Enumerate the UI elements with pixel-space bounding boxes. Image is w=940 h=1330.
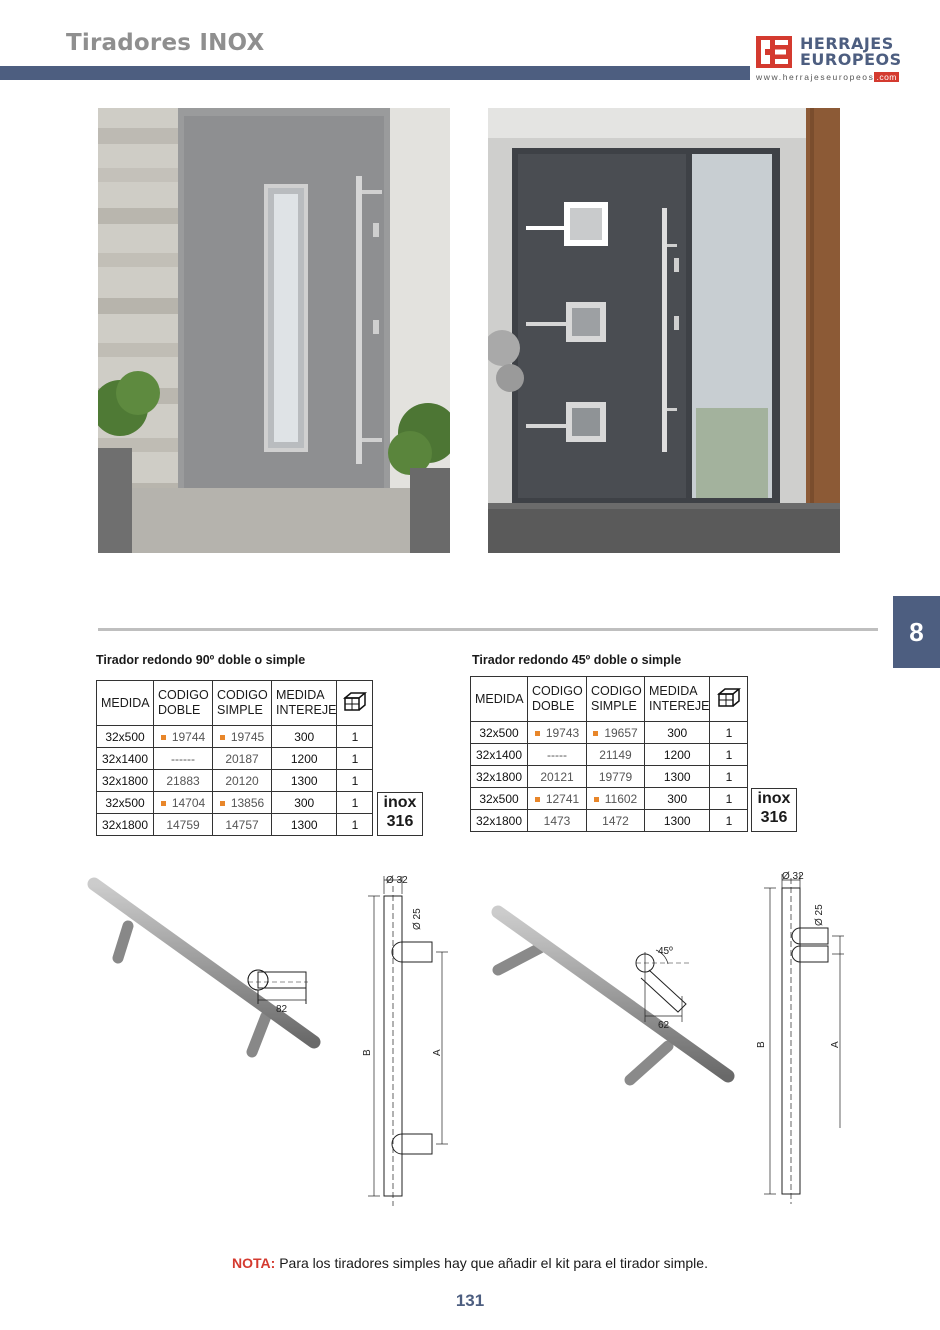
handle-45-render bbox=[498, 912, 728, 1080]
cell-codigo-simple bbox=[213, 792, 272, 814]
cell-medida-text: 32x1800 bbox=[101, 817, 149, 832]
cell-medida-text: 32x500 bbox=[479, 725, 519, 740]
cell-medida-text: 32x1800 bbox=[475, 813, 523, 828]
package-icon bbox=[717, 686, 741, 708]
note-text: Para los tiradores simples hay que añadir el kit para el tirador simple. bbox=[275, 1255, 708, 1271]
cell-codigo-doble-text: 1473 bbox=[543, 813, 571, 828]
col-header-codigo-doble: CODIGO DOBLE bbox=[154, 681, 213, 726]
dim-diameter-32-45: Ø 32 bbox=[782, 871, 804, 882]
table-row bbox=[97, 770, 373, 792]
cell-codigo-doble bbox=[528, 722, 587, 744]
cell-medida-intereje bbox=[272, 726, 337, 748]
cell-codigo-simple-text: 1472 bbox=[602, 813, 629, 828]
brand-logo-icon bbox=[756, 36, 792, 68]
cell-qty-text: 1 bbox=[351, 773, 359, 788]
section-title-90: Tirador redondo 90º doble o simple bbox=[96, 653, 306, 667]
cell-medida-intereje bbox=[645, 744, 710, 766]
cell-medida-intereje-text: 300 bbox=[667, 725, 688, 740]
cell-qty bbox=[710, 722, 748, 744]
cell-codigo-doble bbox=[154, 770, 213, 792]
cell-codigo-simple bbox=[213, 726, 272, 748]
dim-diameter-25-45: Ø 25 bbox=[814, 904, 825, 926]
cell-medida-text: 32x1800 bbox=[475, 769, 523, 784]
door-photo-45 bbox=[488, 108, 840, 553]
cell-medida bbox=[471, 722, 528, 744]
cell-codigo-doble bbox=[154, 726, 213, 748]
cell-medida-text: 32x1800 bbox=[101, 773, 149, 788]
marker-icon bbox=[161, 801, 166, 806]
table-row bbox=[471, 788, 748, 810]
table-row bbox=[471, 722, 748, 744]
table-body-45 bbox=[471, 722, 748, 832]
col-header-codigo-simple: CODIGO SIMPLE bbox=[213, 681, 272, 726]
col-header-medida-intereje: MEDIDA INTEREJE bbox=[645, 677, 710, 722]
cell-codigo-doble bbox=[154, 792, 213, 814]
dim-base-62: 62 bbox=[658, 1020, 670, 1031]
cell-codigo-doble-text: 20121 bbox=[540, 769, 574, 784]
cell-medida-intereje-text: 300 bbox=[294, 795, 315, 810]
cell-medida-intereje-text: 1300 bbox=[290, 773, 318, 788]
cell-codigo-simple-text: 13856 bbox=[230, 795, 265, 810]
dim-length-b-45: B bbox=[756, 1041, 767, 1048]
cell-codigo-simple bbox=[587, 788, 645, 810]
cell-codigo-doble-text: 21883 bbox=[166, 773, 200, 788]
cell-medida bbox=[97, 726, 154, 748]
chapter-tab: 8 bbox=[893, 596, 940, 668]
brand-url-suffix: .com bbox=[876, 72, 897, 82]
cell-medida bbox=[471, 766, 528, 788]
marker-icon bbox=[220, 801, 225, 806]
technical-drawings bbox=[80, 866, 940, 1236]
col-header-qty bbox=[710, 677, 748, 722]
cell-codigo-simple-text: 19779 bbox=[598, 769, 633, 784]
page-number: 131 bbox=[455, 1291, 485, 1310]
header-bar bbox=[0, 66, 750, 80]
cell-qty bbox=[337, 814, 373, 836]
cell-qty bbox=[710, 766, 748, 788]
cell-medida-text: 32x500 bbox=[105, 729, 145, 744]
cell-codigo-doble-text: 14759 bbox=[166, 817, 200, 832]
dim-base-82: 82 bbox=[276, 1004, 288, 1015]
cell-medida-text: 32x500 bbox=[479, 791, 519, 806]
cell-medida-intereje bbox=[272, 814, 337, 836]
cell-codigo-doble-text: 19744 bbox=[171, 729, 206, 744]
handle-90-render bbox=[94, 884, 314, 1052]
cell-medida bbox=[97, 748, 154, 770]
cell-medida bbox=[471, 788, 528, 810]
marker-icon bbox=[535, 797, 540, 802]
dim-length-b-90: B bbox=[362, 1049, 373, 1056]
cell-qty-text: 1 bbox=[725, 747, 733, 762]
table-row bbox=[471, 810, 748, 832]
cell-codigo-simple bbox=[213, 814, 272, 836]
cell-qty-text: 1 bbox=[725, 813, 733, 828]
cell-codigo-doble-text: 14704 bbox=[171, 795, 206, 810]
cell-medida-intereje-text: 1300 bbox=[290, 817, 318, 832]
cell-qty-text: 1 bbox=[725, 769, 733, 784]
inox-grade: 316 bbox=[386, 813, 414, 830]
cell-codigo-simple-text: 20120 bbox=[225, 773, 259, 788]
cell-medida-intereje-text: 300 bbox=[667, 791, 688, 806]
cell-medida-intereje-text: 300 bbox=[294, 729, 315, 744]
cell-qty bbox=[337, 726, 373, 748]
note-label: NOTA: bbox=[232, 1255, 276, 1271]
cell-codigo-simple bbox=[587, 766, 645, 788]
table-row bbox=[97, 726, 373, 748]
cell-qty bbox=[337, 792, 373, 814]
marker-icon bbox=[594, 797, 599, 802]
section-divider bbox=[98, 628, 878, 631]
cell-medida-intereje bbox=[645, 722, 710, 744]
brand-url-text: www.herrajeseuropeos bbox=[756, 72, 875, 82]
cell-medida-intereje bbox=[645, 766, 710, 788]
door-photo-90 bbox=[98, 108, 450, 553]
cell-codigo-doble bbox=[528, 810, 587, 832]
dim-diameter-32-90: Ø 32 bbox=[386, 875, 408, 886]
cell-medida-intereje bbox=[645, 810, 710, 832]
col-header-codigo-simple: CODIGO SIMPLE bbox=[587, 677, 645, 722]
cell-qty bbox=[710, 744, 748, 766]
footer-note bbox=[0, 1255, 940, 1271]
dim-angle-45: 45º bbox=[658, 946, 673, 957]
cell-codigo-simple-text: 14757 bbox=[225, 817, 259, 832]
product-table-90 bbox=[96, 680, 373, 836]
handle-90-elevation bbox=[368, 876, 448, 1206]
cell-qty-text: 1 bbox=[725, 791, 733, 806]
table-row bbox=[97, 814, 373, 836]
marker-icon bbox=[535, 731, 540, 736]
table-body-90 bbox=[97, 726, 373, 836]
cell-qty-text: 1 bbox=[351, 795, 359, 810]
cell-codigo-doble-text: 19743 bbox=[545, 725, 580, 740]
cell-codigo-doble bbox=[154, 748, 213, 770]
table-header-row bbox=[471, 677, 748, 722]
cell-codigo-simple bbox=[587, 810, 645, 832]
inox-label: inox bbox=[383, 794, 417, 811]
cell-medida bbox=[97, 792, 154, 814]
marker-icon bbox=[593, 731, 598, 736]
table-row bbox=[97, 748, 373, 770]
cell-codigo-doble bbox=[528, 744, 587, 766]
col-header-medida: MEDIDA bbox=[97, 681, 154, 726]
cell-qty bbox=[337, 748, 373, 770]
table-row bbox=[471, 766, 748, 788]
table-header-row bbox=[97, 681, 373, 726]
dim-length-a-45: A bbox=[830, 1041, 841, 1048]
cell-codigo-doble-text: ------ bbox=[171, 751, 195, 766]
handle-45-elevation bbox=[764, 874, 844, 1204]
cell-medida-intereje-text: 1200 bbox=[663, 747, 691, 762]
cell-codigo-simple-text: 20187 bbox=[225, 751, 259, 766]
cell-qty-text: 1 bbox=[725, 725, 733, 740]
inox-label: inox bbox=[757, 790, 791, 807]
brand-name-line2: EUROPEOS bbox=[800, 50, 902, 69]
brand-url bbox=[756, 72, 899, 82]
cell-codigo-simple-text: 19657 bbox=[604, 725, 638, 740]
cell-codigo-doble-text: ----- bbox=[547, 747, 567, 762]
cell-medida-text: 32x1400 bbox=[475, 747, 523, 762]
page-title: Tiradores INOX bbox=[66, 30, 265, 56]
table-row bbox=[471, 744, 748, 766]
inox-316-badge bbox=[377, 792, 423, 836]
cell-medida bbox=[471, 744, 528, 766]
cell-codigo-simple-text: 19745 bbox=[230, 729, 265, 744]
package-icon bbox=[343, 690, 367, 712]
cell-codigo-simple bbox=[213, 748, 272, 770]
cell-qty-text: 1 bbox=[351, 729, 359, 744]
cell-codigo-simple-text: 21149 bbox=[599, 747, 632, 762]
cell-codigo-doble bbox=[528, 766, 587, 788]
cell-codigo-simple bbox=[213, 770, 272, 792]
cell-qty bbox=[710, 788, 748, 810]
dim-length-a-90: A bbox=[432, 1049, 443, 1056]
inox-316-badge bbox=[751, 788, 797, 832]
cell-codigo-simple-text: 11602 bbox=[604, 791, 638, 806]
cell-medida-intereje bbox=[272, 792, 337, 814]
table-row bbox=[97, 792, 373, 814]
cell-codigo-doble bbox=[528, 788, 587, 810]
brand-name-line1: HERRAJES bbox=[800, 34, 894, 53]
col-header-codigo-doble: CODIGO DOBLE bbox=[528, 677, 587, 722]
section-title-45: Tirador redondo 45º doble o simple bbox=[472, 653, 682, 667]
cell-medida-intereje-text: 1300 bbox=[663, 769, 691, 784]
cell-qty bbox=[710, 810, 748, 832]
cell-medida-text: 32x500 bbox=[105, 795, 145, 810]
product-table-45 bbox=[470, 676, 748, 832]
cell-codigo-simple bbox=[587, 744, 645, 766]
marker-icon bbox=[220, 735, 225, 740]
cell-medida-text: 32x1400 bbox=[101, 751, 149, 766]
cell-codigo-doble-text: 12741 bbox=[545, 791, 580, 806]
cell-medida-intereje bbox=[645, 788, 710, 810]
dim-diameter-25-90: Ø 25 bbox=[412, 908, 423, 930]
marker-icon bbox=[161, 735, 166, 740]
cell-medida-intereje-text: 1300 bbox=[663, 813, 691, 828]
col-header-medida: MEDIDA bbox=[471, 677, 528, 722]
cell-medida bbox=[97, 770, 154, 792]
cell-codigo-doble bbox=[154, 814, 213, 836]
cell-medida-intereje bbox=[272, 770, 337, 792]
cell-qty bbox=[337, 770, 373, 792]
col-header-medida-intereje: MEDIDA INTEREJE bbox=[272, 681, 337, 726]
cell-qty-text: 1 bbox=[351, 751, 359, 766]
cell-medida-intereje bbox=[272, 748, 337, 770]
cell-medida-intereje-text: 1200 bbox=[290, 751, 318, 766]
cell-medida bbox=[97, 814, 154, 836]
cell-medida bbox=[471, 810, 528, 832]
col-header-qty bbox=[337, 681, 373, 726]
inox-grade: 316 bbox=[760, 809, 788, 826]
cell-codigo-simple bbox=[587, 722, 645, 744]
cell-qty-text: 1 bbox=[351, 817, 359, 832]
